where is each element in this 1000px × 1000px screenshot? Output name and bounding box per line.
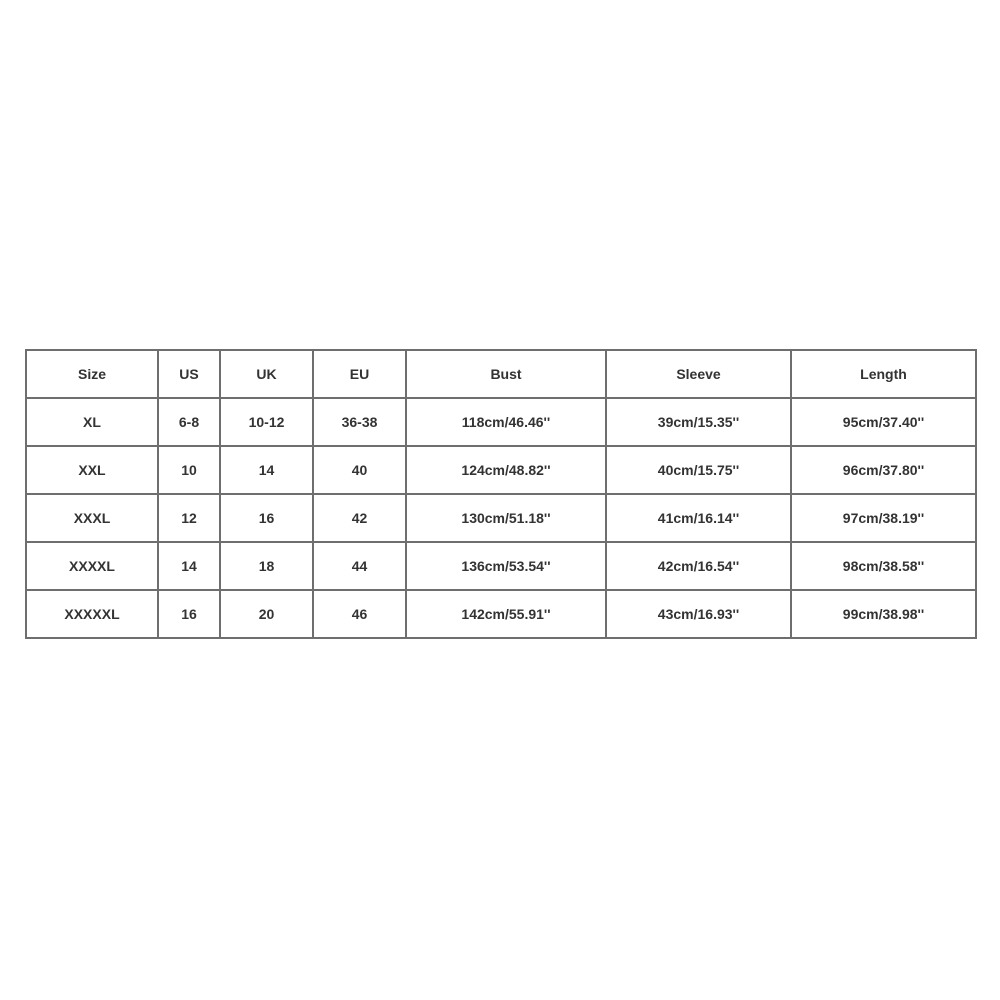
cell-uk: 16 xyxy=(220,494,313,542)
cell-sleeve: 40cm/15.75'' xyxy=(606,446,791,494)
cell-bust: 130cm/51.18'' xyxy=(406,494,606,542)
cell-us: 10 xyxy=(158,446,220,494)
cell-uk: 14 xyxy=(220,446,313,494)
cell-size: XXXXL xyxy=(26,542,158,590)
header-eu: EU xyxy=(313,350,406,398)
cell-bust: 118cm/46.46'' xyxy=(406,398,606,446)
cell-eu: 40 xyxy=(313,446,406,494)
cell-eu: 44 xyxy=(313,542,406,590)
table-row xyxy=(26,590,976,638)
table-header-row xyxy=(26,350,976,398)
cell-size: XXL xyxy=(26,446,158,494)
header-bust: Bust xyxy=(406,350,606,398)
cell-us: 6-8 xyxy=(158,398,220,446)
header-size: Size xyxy=(26,350,158,398)
table-row xyxy=(26,446,976,494)
cell-eu: 36-38 xyxy=(313,398,406,446)
table-row xyxy=(26,542,976,590)
header-us: US xyxy=(158,350,220,398)
cell-us: 12 xyxy=(158,494,220,542)
header-uk: UK xyxy=(220,350,313,398)
cell-sleeve: 41cm/16.14'' xyxy=(606,494,791,542)
table-row xyxy=(26,398,976,446)
cell-bust: 142cm/55.91'' xyxy=(406,590,606,638)
cell-length: 98cm/38.58'' xyxy=(791,542,976,590)
cell-uk: 18 xyxy=(220,542,313,590)
cell-length: 99cm/38.98'' xyxy=(791,590,976,638)
cell-bust: 136cm/53.54'' xyxy=(406,542,606,590)
cell-size: XXXXXL xyxy=(26,590,158,638)
cell-length: 97cm/38.19'' xyxy=(791,494,976,542)
cell-eu: 42 xyxy=(313,494,406,542)
cell-length: 95cm/37.40'' xyxy=(791,398,976,446)
cell-bust: 124cm/48.82'' xyxy=(406,446,606,494)
cell-uk: 20 xyxy=(220,590,313,638)
cell-sleeve: 42cm/16.54'' xyxy=(606,542,791,590)
header-sleeve: Sleeve xyxy=(606,350,791,398)
cell-sleeve: 43cm/16.93'' xyxy=(606,590,791,638)
size-chart-table xyxy=(25,349,977,639)
cell-eu: 46 xyxy=(313,590,406,638)
cell-sleeve: 39cm/15.35'' xyxy=(606,398,791,446)
cell-length: 96cm/37.80'' xyxy=(791,446,976,494)
cell-size: XL xyxy=(26,398,158,446)
cell-us: 16 xyxy=(158,590,220,638)
cell-size: XXXL xyxy=(26,494,158,542)
cell-uk: 10-12 xyxy=(220,398,313,446)
header-length: Length xyxy=(791,350,976,398)
cell-us: 14 xyxy=(158,542,220,590)
table-row xyxy=(26,494,976,542)
